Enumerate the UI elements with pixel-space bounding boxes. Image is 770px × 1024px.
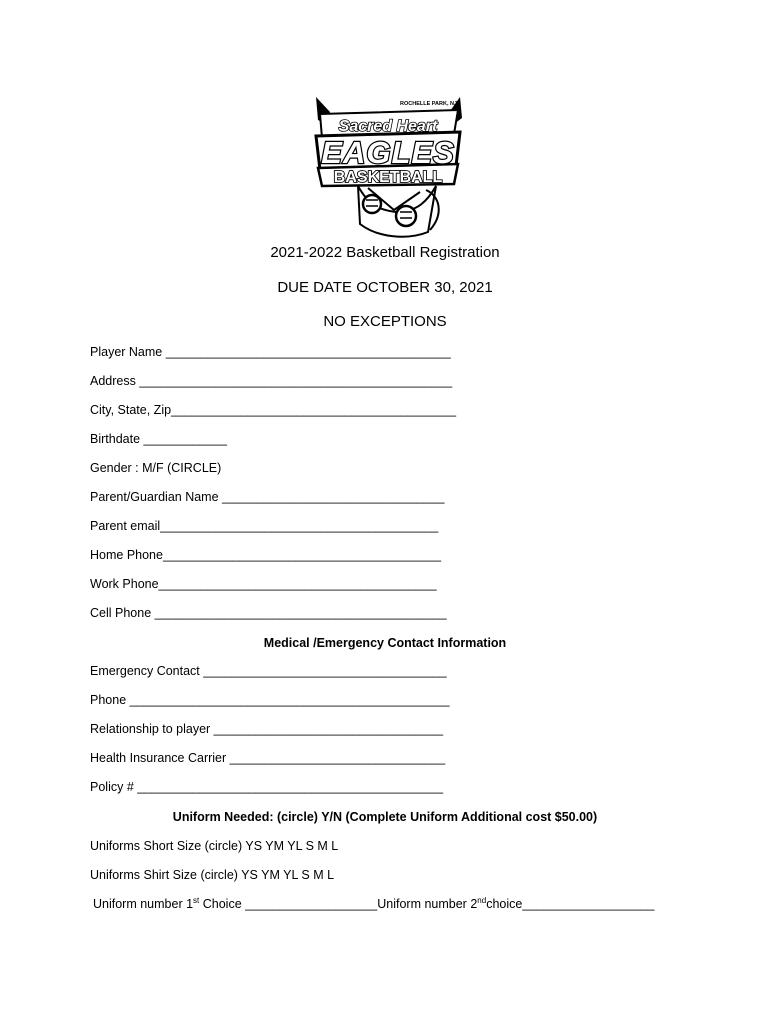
city-state-zip-field[interactable]: City, State, Zip_________________________________________ [90, 403, 457, 417]
relationship-field[interactable]: Relationship to player _________________________________ [90, 722, 444, 736]
emergency-phone-field[interactable]: Phone ______________________________________________ [90, 693, 450, 707]
short-size-field[interactable]: Uniforms Short Size (circle) YS YM YL S M L [90, 839, 339, 853]
uniform-number-line[interactable] [93, 897, 654, 911]
logo-location: ROCHELLE PARK, NJ [400, 101, 458, 107]
uniform-needed-line[interactable]: Uniform Needed: (circle) Y/N (Complete Uniform Additional cost $50.00) [172, 810, 598, 824]
address-field[interactable]: Address _____________________________________________ [90, 374, 453, 388]
policy-number-field[interactable]: Policy # ____________________________________________ [90, 780, 444, 794]
no-exceptions-notice: NO EXCEPTIONS [323, 313, 447, 330]
eagles-logo [308, 92, 468, 242]
home-phone-field[interactable]: Home Phone________________________________________ [90, 548, 442, 562]
eagle-mascot-icon [308, 92, 468, 242]
player-name-field[interactable]: Player Name _________________________________________ [90, 345, 451, 359]
logo-line1: Sacred Heart [338, 118, 438, 135]
second-choice-sup: nd [477, 895, 487, 905]
second-choice-field[interactable]: choice___________________ [486, 897, 655, 911]
shirt-size-field[interactable]: Uniforms Shirt Size (circle) YS YM YL S M L [90, 868, 335, 882]
parent-email-field[interactable]: Parent email________________________________________ [90, 519, 439, 533]
first-choice-sup: st [193, 895, 200, 905]
cell-phone-field[interactable]: Cell Phone __________________________________________ [90, 606, 447, 620]
second-choice-label: Uniform number 2 [377, 897, 478, 911]
due-date: DUE DATE OCTOBER 30, 2021 [277, 279, 493, 296]
insurance-carrier-field[interactable]: Health Insurance Carrier _______________________________ [90, 751, 446, 765]
first-choice-field[interactable]: Choice ___________________ [199, 897, 378, 911]
emergency-contact-field[interactable]: Emergency Contact ___________________________________ [90, 664, 447, 678]
form-title: 2021-2022 Basketball Registration [270, 244, 500, 261]
medical-heading: Medical /Emergency Contact Information [263, 636, 507, 650]
first-choice-label: Uniform number 1 [93, 897, 194, 911]
logo-line2: EAGLES [321, 135, 455, 170]
logo-line3: BASKETBALL [333, 169, 443, 186]
gender-field[interactable]: Gender : M/F (CIRCLE) [90, 461, 222, 475]
birthdate-field[interactable]: Birthdate ____________ [90, 432, 227, 446]
work-phone-field[interactable]: Work Phone________________________________________ [90, 577, 437, 591]
parent-name-field[interactable]: Parent/Guardian Name ________________________________ [90, 490, 445, 504]
